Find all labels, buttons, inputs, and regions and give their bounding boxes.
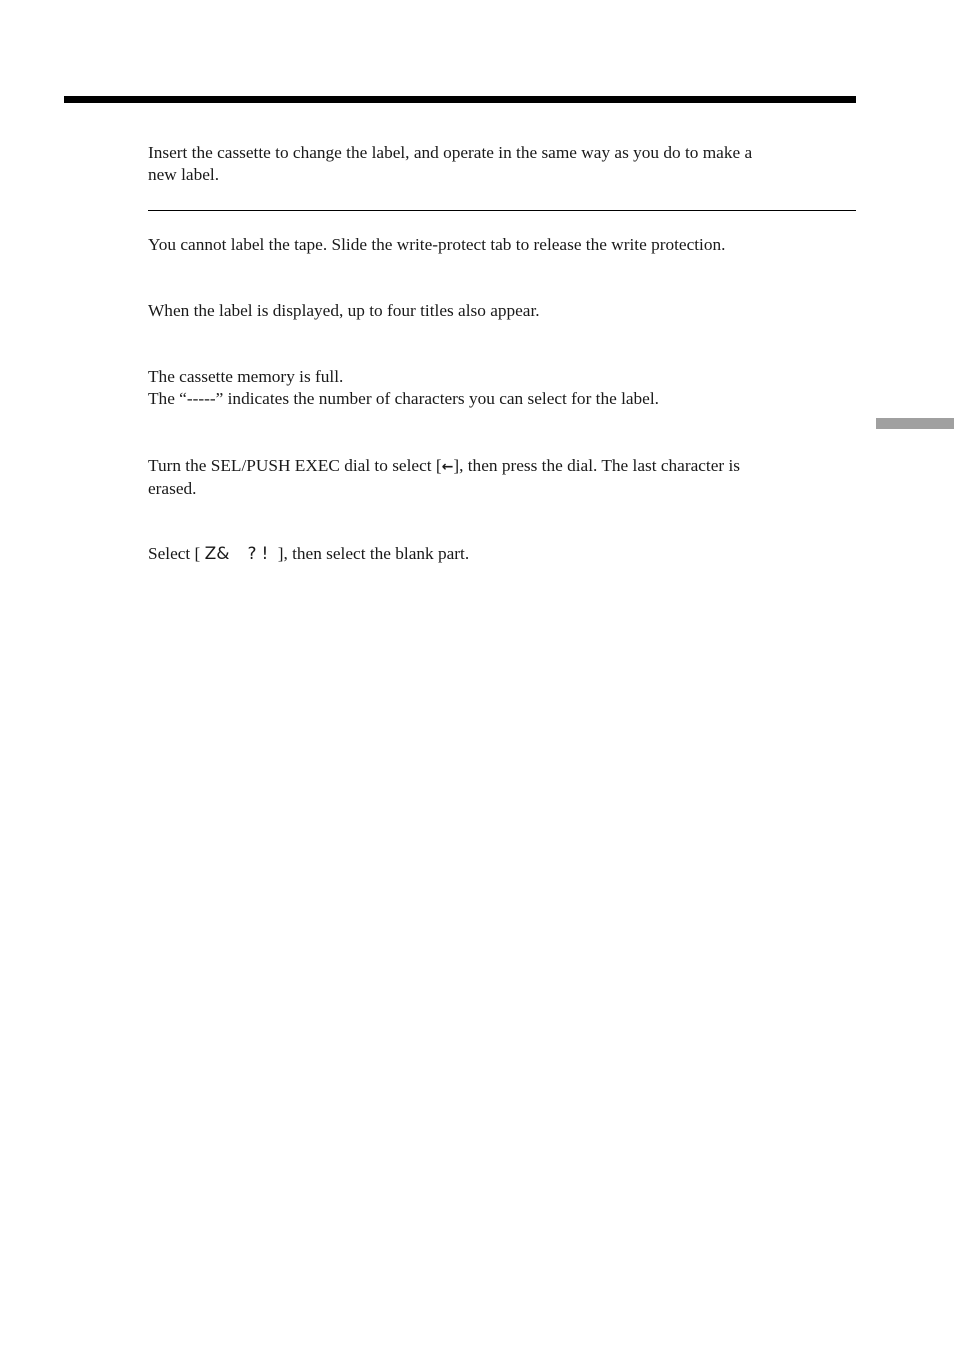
- memory-full-line-1: The cassette memory is full.: [148, 367, 344, 386]
- titles-appear-text: When the label is displayed, up to four titles also appear.: [148, 301, 540, 320]
- erase-text-after: ], then press the dial. The last character is: [453, 456, 740, 475]
- change-label-paragraph: [148, 142, 856, 186]
- character-set-glyph-letters: Z&: [204, 544, 230, 564]
- memory-full-paragraph: [148, 366, 856, 410]
- change-label-line-1: Insert the cassette to change the label, and operate in the same way as you do to make a: [148, 143, 753, 162]
- blank-paragraph: [148, 543, 856, 565]
- blank-text-after: ], then select the blank part.: [273, 544, 470, 563]
- erase-text-before: Turn the SEL/PUSH EXEC dial to select [: [148, 456, 442, 475]
- memory-full-line-2: The “-----” indicates the number of characters you can select for the label.: [148, 389, 659, 408]
- write-protect-text: You cannot label the tape. Slide the write-protect tab to release the write protection.: [148, 235, 726, 254]
- erase-character-line-2: erased.: [148, 479, 197, 498]
- blank-text-before: Select [: [148, 544, 205, 563]
- back-arrow-icon: ←: [441, 459, 454, 475]
- erase-character-line-1: [148, 455, 856, 478]
- section-index-tab: [876, 418, 954, 429]
- character-set-glyph-symbols: ?!: [247, 544, 274, 564]
- blank-line: [148, 543, 856, 565]
- erase-character-paragraph: [148, 455, 856, 500]
- change-label-line-2: new label.: [148, 165, 220, 184]
- section-divider: [148, 210, 856, 211]
- write-protect-paragraph: [148, 234, 856, 256]
- titles-appear-paragraph: [148, 300, 856, 322]
- header-rule: [64, 96, 856, 103]
